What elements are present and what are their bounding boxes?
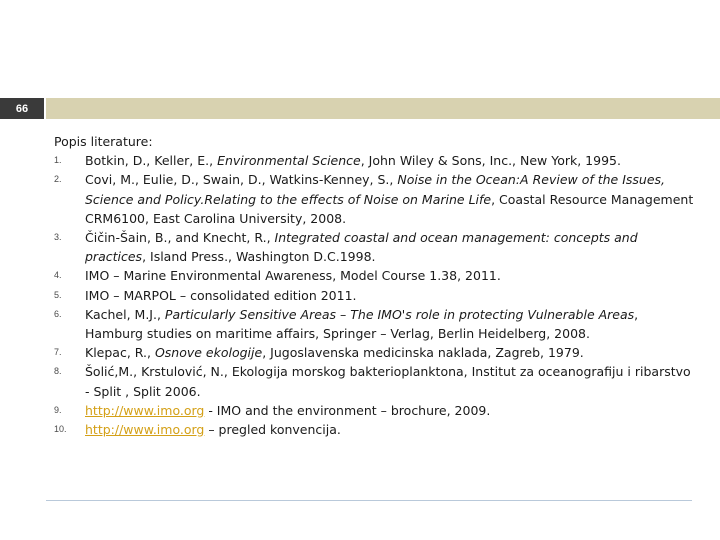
reference-link[interactable]: http://www.imo.org: [85, 422, 205, 438]
reference-number: 5.: [54, 289, 62, 300]
reference-text: IMO – Marine Environmental Awareness, Model Course 1.38, 2011.: [85, 268, 501, 284]
footer-divider: [46, 500, 692, 501]
reference-title: Osnove ekologije: [154, 345, 263, 361]
reference-text: , John Wiley & Sons, Inc., New York, 1995.: [360, 153, 621, 169]
reference-number: 10.: [54, 424, 67, 435]
reference-number: 3.: [54, 232, 62, 243]
reference-item: [54, 228, 694, 266]
reference-title: Environmental Science: [217, 153, 361, 169]
page-number: 66: [15, 102, 29, 115]
reference-text: - IMO and the environment – brochure, 2009.: [204, 402, 491, 418]
reference-item: [54, 362, 694, 400]
reference-text: , Coastal Resource Management CRM6100, East Carolina University, 2008.: [85, 191, 694, 226]
reference-number: 8.: [54, 366, 62, 377]
reference-text: IMO – MARPOL – consolidated edition 2011.: [85, 287, 357, 303]
reference-number: 4.: [54, 270, 62, 281]
reference-title: Particularly Sensitive Areas – The IMO's role in protecting Vulnerable Areas: [164, 306, 635, 322]
reference-item: [54, 170, 694, 228]
page-number-badge: [0, 98, 44, 119]
reference-list: [54, 151, 694, 439]
reference-item: [54, 151, 694, 170]
reference-item: [54, 420, 694, 439]
reference-item: [54, 305, 694, 343]
reference-text: Čičin-Šain, B., and Knecht, R.,: [85, 230, 275, 246]
reference-text: , Hamburg studies on maritime affairs, Springer – Verlag, Berlin Heidelberg, 2008.: [85, 306, 639, 342]
reference-number: 9.: [54, 404, 62, 415]
reference-text: Covi, M., Eulie, D., Swain, D., Watkins-Kenney, S.,: [85, 172, 398, 188]
reference-item: [54, 286, 694, 305]
header-bar: [46, 98, 720, 119]
reference-number: 7.: [54, 347, 62, 358]
reference-text: – pregled konvencija.: [204, 422, 341, 438]
reference-title: Noise in the Ocean:A Review of the Issues, Science and Policy.Relating to the effects of Noise on Marine Life: [85, 172, 666, 207]
reference-link[interactable]: http://www.imo.org: [85, 402, 205, 418]
reference-text: Klepac, R.,: [85, 345, 155, 361]
reference-text: Kachel, M.J.,: [85, 306, 165, 322]
reference-item: [54, 343, 694, 362]
reference-number: 1.: [54, 155, 62, 166]
reference-title: Integrated coastal and ocean management: concepts and practices: [85, 230, 638, 265]
reference-text: , Jugoslavenska medicinska naklada, Zagreb, 1979.: [262, 345, 584, 361]
reference-text: Šolić,M., Krstulović, N., Ekologija morskog bakterioplanktona, Institut za oceanografiju i ribarstvo - Split , Split 2006.: [85, 364, 691, 399]
reference-item: [54, 401, 694, 420]
references-heading: Popis literature:: [54, 134, 153, 149]
reference-number: 2.: [54, 174, 62, 185]
references-section: [54, 132, 694, 439]
reference-number: 6.: [54, 308, 62, 319]
reference-text: Botkin, D., Keller, E.,: [85, 153, 218, 169]
reference-text: , Island Press., Washington D.C.1998.: [142, 249, 376, 265]
reference-item: [54, 266, 694, 285]
